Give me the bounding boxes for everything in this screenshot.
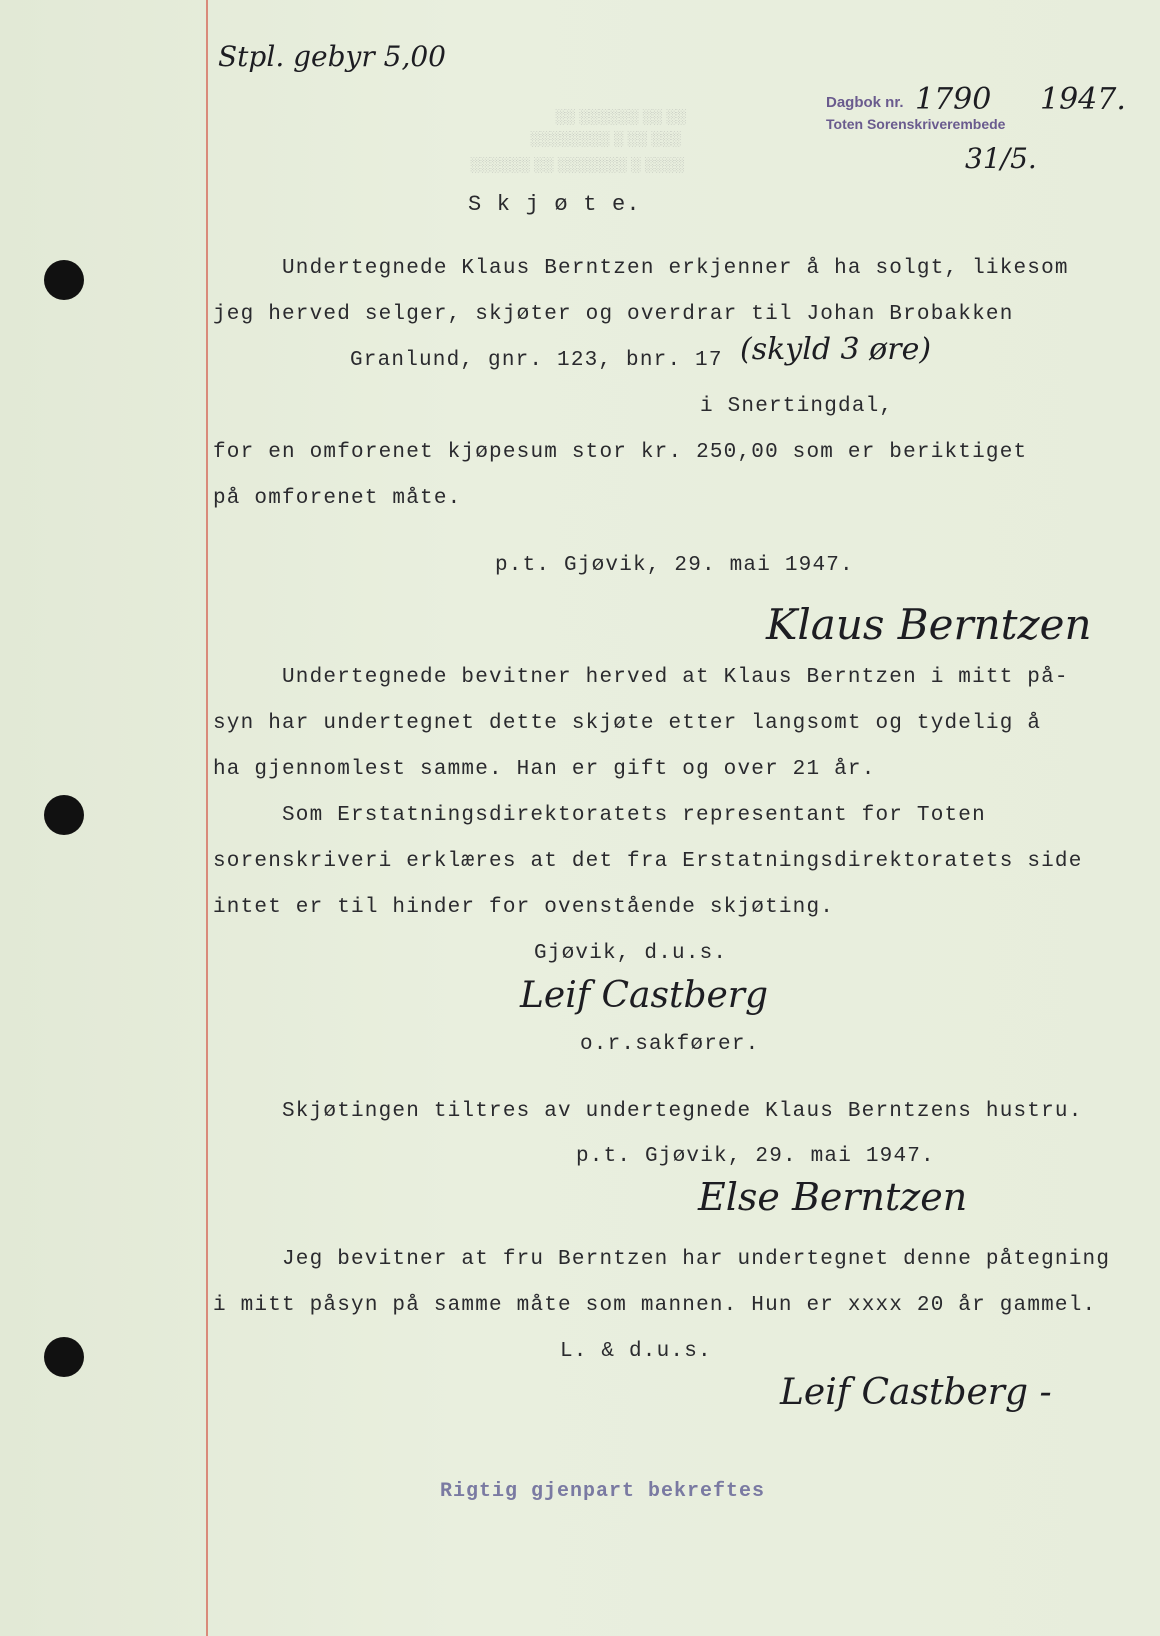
diary-stamp-year: 1947. [1040,82,1126,117]
faded-stamp-text: ░░ ░░░░░░ ░░ ░░ [555,108,686,124]
certification-stamp: Rigtig gjenpart bekreftes [440,1480,766,1503]
diary-stamp-number: 1790 [915,82,992,117]
punch-hole-bottom [44,1337,84,1377]
handwritten-note: (skyld 3 øre) [740,332,932,367]
body-line: i mitt påsyn på samme måte som mannen. Hun er xxxx 20 år gammel. [213,1294,1097,1317]
body-line: for en omforenet kjøpesum stor kr. 250,00 som er beriktiget [213,441,1028,464]
body-line: Skjøtingen tiltres av undertegnede Klaus Berntzens hustru. [282,1100,1083,1123]
body-line: ha gjennomlest samme. Han er gift og over 21 år. [213,758,876,781]
diary-stamp-office: Toten Sorenskriverembede [826,116,1006,132]
body-line: syn har undertegnet dette skjøte etter langsomt og tydelig å [213,712,1042,735]
faded-stamp-text: ░░░░░░ ░░ ░░░░░░░ ░ ░░░░ [470,156,684,172]
place-date: p.t. Gjøvik, 29. mai 1947. [576,1145,935,1168]
signature-witness: Leif Castberg [520,975,769,1016]
body-line: Granlund, gnr. 123, bnr. 17 [350,349,723,372]
signature-witness-2: Leif Castberg - [780,1372,1052,1413]
place-date: p.t. Gjøvik, 29. mai 1947. [495,554,854,577]
body-line: jeg herved selger, skjøter og overdrar til Johan Brobakken [213,303,1014,326]
place-date: Gjøvik, d.u.s. [534,942,728,965]
document-title: S k j ø t e. [468,192,641,217]
diary-stamp-label: Dagbok nr. [826,94,904,111]
body-line: på omforenet måte. [213,487,462,510]
punch-hole-middle [44,795,84,835]
body-line: Undertegnede bevitner herved at Klaus Berntzen i mitt på- [282,666,1069,689]
place-date: L. & d.u.s. [560,1340,712,1363]
fee-note: Stpl. gebyr 5,00 [218,40,446,73]
signer-title: o.r.sakfører. [580,1033,760,1056]
body-line: i Snertingdal, [700,395,894,418]
faded-stamp-text: ░░░░░░░░ ░ ░░ ░░░ [530,130,681,146]
diary-stamp-date: 31/5. [965,142,1037,175]
margin-line [206,0,208,1636]
body-line: intet er til hinder for ovenstående skjøting. [213,896,835,919]
body-line: Som Erstatningsdirektoratets representant for Toten [282,804,986,827]
body-line: sorenskriveri erklæres at det fra Erstatningsdirektoratets side [213,850,1083,873]
signature-seller: Klaus Berntzen [766,600,1092,649]
signature-wife: Else Berntzen [698,1175,968,1219]
body-line: Undertegnede Klaus Berntzen erkjenner å ha solgt, likesom [282,257,1069,280]
punch-hole-top [44,260,84,300]
body-line: Jeg bevitner at fru Berntzen har undertegnet denne påtegning [282,1248,1111,1271]
